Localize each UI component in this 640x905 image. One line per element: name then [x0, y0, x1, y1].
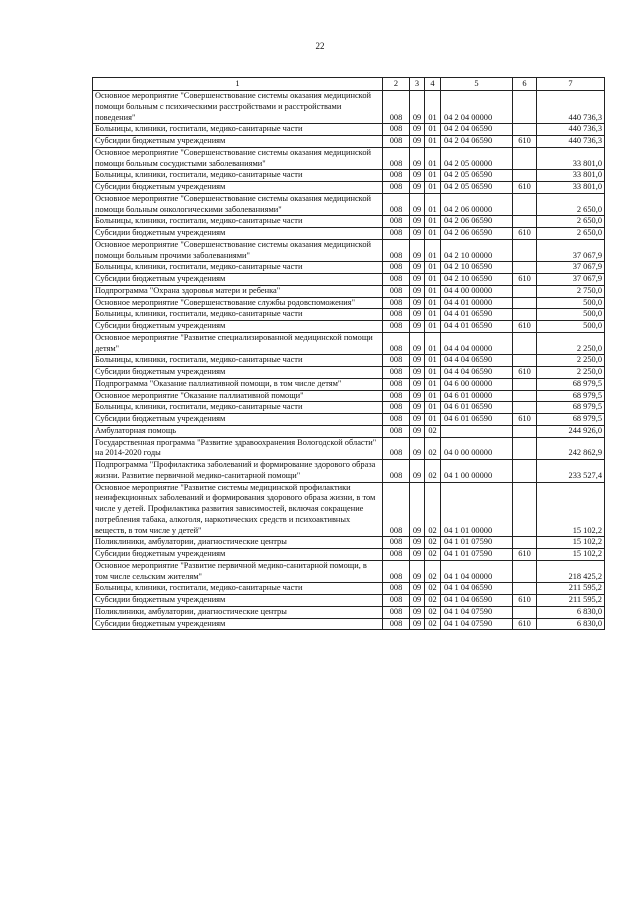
- item-name: Больницы, клиники, госпитали, медико-санитарные части: [93, 583, 383, 595]
- expense-type-code: 610: [513, 549, 537, 561]
- subsection-code: 01: [425, 414, 441, 426]
- section-code: 09: [410, 147, 425, 170]
- amount: 37 067,9: [537, 239, 605, 262]
- table-row: [93, 390, 605, 402]
- subsection-code: 02: [425, 425, 441, 437]
- ministry-code: 008: [383, 367, 410, 379]
- amount: 500,0: [537, 309, 605, 321]
- column-header: 1: [93, 78, 383, 91]
- ministry-code: 008: [383, 193, 410, 216]
- ministry-code: 008: [383, 136, 410, 148]
- section-code: 09: [410, 549, 425, 561]
- target-article-code: 04 1 04 06590: [441, 595, 513, 607]
- amount: 211 595,2: [537, 583, 605, 595]
- table-row: [93, 193, 605, 216]
- ministry-code: 008: [383, 537, 410, 549]
- ministry-code: 008: [383, 560, 410, 583]
- item-name: Субсидии бюджетным учреждениям: [93, 321, 383, 333]
- item-name: Субсидии бюджетным учреждениям: [93, 274, 383, 286]
- column-header: 4: [425, 78, 441, 91]
- item-name: Больницы, клиники, госпитали, медико-санитарные части: [93, 309, 383, 321]
- section-code: 09: [410, 321, 425, 333]
- target-article-code: 04 6 01 06590: [441, 414, 513, 426]
- target-article-code: 04 1 00 00000: [441, 460, 513, 483]
- table-row: [93, 136, 605, 148]
- target-article-code: 04 4 00 00000: [441, 285, 513, 297]
- section-code: 09: [410, 560, 425, 583]
- expense-type-code: 610: [513, 136, 537, 148]
- table-row: [93, 367, 605, 379]
- amount: 440 736,3: [537, 124, 605, 136]
- amount: 244 926,0: [537, 425, 605, 437]
- ministry-code: 008: [383, 228, 410, 240]
- table-row: [93, 583, 605, 595]
- ministry-code: 008: [383, 285, 410, 297]
- item-name: Субсидии бюджетным учреждениям: [93, 182, 383, 194]
- subsection-code: 01: [425, 297, 441, 309]
- subsection-code: 01: [425, 193, 441, 216]
- item-name: Основное мероприятие "Совершенствование системы оказания медицинской помощи больным онкологическими заболеваниями": [93, 193, 383, 216]
- expense-type-code: [513, 216, 537, 228]
- expense-type-code: 610: [513, 228, 537, 240]
- section-code: 09: [410, 618, 425, 630]
- section-code: 09: [410, 136, 425, 148]
- target-article-code: 04 2 10 00000: [441, 239, 513, 262]
- target-article-code: 04 4 04 00000: [441, 332, 513, 355]
- amount: 233 527,4: [537, 460, 605, 483]
- ministry-code: 008: [383, 460, 410, 483]
- amount: 218 425,2: [537, 560, 605, 583]
- subsection-code: 01: [425, 182, 441, 194]
- target-article-code: 04 2 05 06590: [441, 182, 513, 194]
- ministry-code: 008: [383, 425, 410, 437]
- subsection-code: 01: [425, 124, 441, 136]
- section-code: 09: [410, 402, 425, 414]
- expense-type-code: [513, 170, 537, 182]
- target-article-code: 04 6 00 00000: [441, 378, 513, 390]
- ministry-code: 008: [383, 216, 410, 228]
- table-row: [93, 239, 605, 262]
- table-row: [93, 228, 605, 240]
- item-name: Больницы, клиники, госпитали, медико-санитарные части: [93, 216, 383, 228]
- ministry-code: 008: [383, 402, 410, 414]
- table-row: [93, 606, 605, 618]
- section-code: 09: [410, 309, 425, 321]
- target-article-code: 04 6 01 06590: [441, 402, 513, 414]
- table-row: [93, 414, 605, 426]
- target-article-code: 04 4 01 06590: [441, 321, 513, 333]
- section-code: 09: [410, 170, 425, 182]
- expense-type-code: [513, 560, 537, 583]
- expense-type-code: [513, 355, 537, 367]
- section-code: 09: [410, 537, 425, 549]
- subsection-code: 01: [425, 390, 441, 402]
- table-row: [93, 182, 605, 194]
- amount: 500,0: [537, 297, 605, 309]
- column-header: 5: [441, 78, 513, 91]
- ministry-code: 008: [383, 595, 410, 607]
- subsection-code: 02: [425, 618, 441, 630]
- item-name: Субсидии бюджетным учреждениям: [93, 367, 383, 379]
- amount: 2 250,0: [537, 355, 605, 367]
- subsection-code: 02: [425, 595, 441, 607]
- subsection-code: 01: [425, 147, 441, 170]
- amount: 6 830,0: [537, 618, 605, 630]
- amount: 15 102,2: [537, 482, 605, 537]
- target-article-code: 04 0 00 00000: [441, 437, 513, 460]
- subsection-code: 02: [425, 437, 441, 460]
- table-row: [93, 170, 605, 182]
- section-code: 09: [410, 285, 425, 297]
- item-name: Подпрограмма "Оказание паллиативной помощи, в том числе детям": [93, 378, 383, 390]
- amount: 15 102,2: [537, 549, 605, 561]
- amount: 68 979,5: [537, 402, 605, 414]
- table-row: [93, 537, 605, 549]
- expense-type-code: [513, 297, 537, 309]
- expense-type-code: [513, 124, 537, 136]
- table-row: [93, 560, 605, 583]
- column-header: 3: [410, 78, 425, 91]
- expense-type-code: 610: [513, 618, 537, 630]
- ministry-code: 008: [383, 332, 410, 355]
- expense-type-code: [513, 378, 537, 390]
- subsection-code: 01: [425, 309, 441, 321]
- item-name: Субсидии бюджетным учреждениям: [93, 228, 383, 240]
- subsection-code: 01: [425, 367, 441, 379]
- expense-type-code: [513, 91, 537, 124]
- section-code: 09: [410, 583, 425, 595]
- expense-type-code: [513, 309, 537, 321]
- expense-type-code: [513, 425, 537, 437]
- amount: 2 650,0: [537, 228, 605, 240]
- target-article-code: 04 1 01 07590: [441, 549, 513, 561]
- ministry-code: 008: [383, 297, 410, 309]
- expense-type-code: [513, 332, 537, 355]
- subsection-code: 01: [425, 332, 441, 355]
- ministry-code: 008: [383, 262, 410, 274]
- table-row: [93, 482, 605, 537]
- expense-type-code: 610: [513, 595, 537, 607]
- subsection-code: 01: [425, 321, 441, 333]
- amount: 242 862,9: [537, 437, 605, 460]
- item-name: Амбулаторная помощь: [93, 425, 383, 437]
- table-row: [93, 124, 605, 136]
- subsection-code: 02: [425, 583, 441, 595]
- item-name: Поликлиники, амбулатории, диагностические центры: [93, 606, 383, 618]
- section-code: 09: [410, 425, 425, 437]
- target-article-code: 04 1 04 00000: [441, 560, 513, 583]
- item-name: Подпрограмма "Профилактика заболеваний и формирование здорового образа жизни. Развитие первичной медико-санитарной помощи": [93, 460, 383, 483]
- table-row: [93, 285, 605, 297]
- ministry-code: 008: [383, 390, 410, 402]
- ministry-code: 008: [383, 170, 410, 182]
- ministry-code: 008: [383, 147, 410, 170]
- section-code: 09: [410, 332, 425, 355]
- item-name: Государственная программа "Развитие здравоохранения Вологодской области" на 2014-2020 годы: [93, 437, 383, 460]
- table-row: [93, 595, 605, 607]
- section-code: 09: [410, 606, 425, 618]
- amount: 500,0: [537, 321, 605, 333]
- item-name: Больницы, клиники, госпитали, медико-санитарные части: [93, 262, 383, 274]
- amount: 2 650,0: [537, 193, 605, 216]
- header-row: [93, 78, 605, 91]
- ministry-code: 008: [383, 274, 410, 286]
- section-code: 09: [410, 182, 425, 194]
- expense-type-code: 610: [513, 274, 537, 286]
- amount: 37 067,9: [537, 262, 605, 274]
- amount: 2 250,0: [537, 367, 605, 379]
- item-name: Субсидии бюджетным учреждениям: [93, 618, 383, 630]
- subsection-code: 01: [425, 402, 441, 414]
- table-row: [93, 437, 605, 460]
- target-article-code: 04 2 05 06590: [441, 170, 513, 182]
- table-row: [93, 332, 605, 355]
- expense-type-code: [513, 482, 537, 537]
- table-row: [93, 321, 605, 333]
- expense-type-code: [513, 583, 537, 595]
- item-name: Основное мероприятие "Совершенствование системы оказания медицинской помощи больным с психическими расстройствами и расстройствами поведения": [93, 91, 383, 124]
- table-row: [93, 425, 605, 437]
- section-code: 09: [410, 378, 425, 390]
- item-name: Поликлиники, амбулатории, диагностические центры: [93, 537, 383, 549]
- target-article-code: 04 4 04 06590: [441, 367, 513, 379]
- table-row: [93, 91, 605, 124]
- item-name: Больницы, клиники, госпитали, медико-санитарные части: [93, 355, 383, 367]
- ministry-code: 008: [383, 91, 410, 124]
- section-code: 09: [410, 482, 425, 537]
- subsection-code: 02: [425, 537, 441, 549]
- ministry-code: 008: [383, 549, 410, 561]
- ministry-code: 008: [383, 321, 410, 333]
- target-article-code: 04 1 01 00000: [441, 482, 513, 537]
- table-row: [93, 460, 605, 483]
- section-code: 09: [410, 124, 425, 136]
- ministry-code: 008: [383, 414, 410, 426]
- amount: 440 736,3: [537, 136, 605, 148]
- subsection-code: 01: [425, 285, 441, 297]
- subsection-code: 01: [425, 170, 441, 182]
- table-row: [93, 402, 605, 414]
- expense-type-code: 610: [513, 321, 537, 333]
- table-body: [93, 91, 605, 630]
- table-row: [93, 297, 605, 309]
- item-name: Основное мероприятие "Совершенствование службы родовспоможения": [93, 297, 383, 309]
- target-article-code: 04 2 10 06590: [441, 262, 513, 274]
- section-code: 09: [410, 297, 425, 309]
- table-row: [93, 262, 605, 274]
- item-name: Основное мероприятие "Развитие первичной медико-санитарной помощи, в том числе сельским жителям": [93, 560, 383, 583]
- item-name: Субсидии бюджетным учреждениям: [93, 414, 383, 426]
- page-number: 22: [315, 41, 325, 51]
- table-row: [93, 378, 605, 390]
- expense-type-code: [513, 239, 537, 262]
- target-article-code: 04 4 01 06590: [441, 309, 513, 321]
- target-article-code: 04 2 06 06590: [441, 228, 513, 240]
- subsection-code: 02: [425, 549, 441, 561]
- section-code: 09: [410, 390, 425, 402]
- amount: 33 801,0: [537, 182, 605, 194]
- target-article-code: 04 4 01 00000: [441, 297, 513, 309]
- section-code: 09: [410, 193, 425, 216]
- section-code: 09: [410, 414, 425, 426]
- expense-type-code: [513, 537, 537, 549]
- subsection-code: 01: [425, 228, 441, 240]
- amount: 2 250,0: [537, 332, 605, 355]
- table-row: [93, 216, 605, 228]
- ministry-code: 008: [383, 182, 410, 194]
- expense-type-code: [513, 606, 537, 618]
- subsection-code: 01: [425, 378, 441, 390]
- table-row: [93, 355, 605, 367]
- expense-type-code: [513, 460, 537, 483]
- target-article-code: 04 1 04 07590: [441, 606, 513, 618]
- expense-type-code: [513, 193, 537, 216]
- table-row: [93, 309, 605, 321]
- section-code: 09: [410, 355, 425, 367]
- target-article-code: 04 2 05 00000: [441, 147, 513, 170]
- section-code: 09: [410, 437, 425, 460]
- target-article-code: 04 2 04 06590: [441, 124, 513, 136]
- section-code: 09: [410, 216, 425, 228]
- amount: 68 979,5: [537, 378, 605, 390]
- amount: 15 102,2: [537, 537, 605, 549]
- expense-type-code: [513, 390, 537, 402]
- subsection-code: 01: [425, 262, 441, 274]
- expense-type-code: 610: [513, 182, 537, 194]
- item-name: Субсидии бюджетным учреждениям: [93, 595, 383, 607]
- ministry-code: 008: [383, 124, 410, 136]
- section-code: 09: [410, 595, 425, 607]
- subsection-code: 01: [425, 274, 441, 286]
- expense-type-code: [513, 262, 537, 274]
- ministry-code: 008: [383, 309, 410, 321]
- item-name: Основное мероприятие "Совершенствование системы оказания медицинской помощи больным прочими заболеваниями": [93, 239, 383, 262]
- subsection-code: 01: [425, 239, 441, 262]
- column-header: 6: [513, 78, 537, 91]
- subsection-code: 02: [425, 560, 441, 583]
- item-name: Основное мероприятие "Развитие специализированной медицинской помощи детям": [93, 332, 383, 355]
- section-code: 09: [410, 274, 425, 286]
- target-article-code: 04 2 04 00000: [441, 91, 513, 124]
- expense-type-code: [513, 285, 537, 297]
- ministry-code: 008: [383, 378, 410, 390]
- section-code: 09: [410, 228, 425, 240]
- ministry-code: 008: [383, 239, 410, 262]
- target-article-code: [441, 425, 513, 437]
- amount: 33 801,0: [537, 170, 605, 182]
- ministry-code: 008: [383, 583, 410, 595]
- item-name: Субсидии бюджетным учреждениям: [93, 136, 383, 148]
- ministry-code: 008: [383, 437, 410, 460]
- item-name: Больницы, клиники, госпитали, медико-санитарные части: [93, 170, 383, 182]
- section-code: 09: [410, 239, 425, 262]
- ministry-code: 008: [383, 618, 410, 630]
- item-name: Подпрограмма "Охрана здоровья матери и ребенка": [93, 285, 383, 297]
- amount: 37 067,9: [537, 274, 605, 286]
- expense-type-code: [513, 437, 537, 460]
- amount: 2 750,0: [537, 285, 605, 297]
- subsection-code: 01: [425, 216, 441, 228]
- ministry-code: 008: [383, 606, 410, 618]
- section-code: 09: [410, 91, 425, 124]
- target-article-code: 04 1 04 07590: [441, 618, 513, 630]
- item-name: Субсидии бюджетным учреждениям: [93, 549, 383, 561]
- amount: 440 736,3: [537, 91, 605, 124]
- section-code: 09: [410, 367, 425, 379]
- subsection-code: 02: [425, 482, 441, 537]
- amount: 6 830,0: [537, 606, 605, 618]
- section-code: 09: [410, 262, 425, 274]
- amount: 33 801,0: [537, 147, 605, 170]
- target-article-code: 04 2 10 06590: [441, 274, 513, 286]
- table-row: [93, 549, 605, 561]
- item-name: Основное мероприятие "Совершенствование системы оказания медицинской помощи больным сосудистыми заболеваниями": [93, 147, 383, 170]
- subsection-code: 02: [425, 606, 441, 618]
- target-article-code: 04 2 04 06590: [441, 136, 513, 148]
- budget-table: [92, 77, 605, 630]
- table-row: [93, 274, 605, 286]
- target-article-code: 04 6 01 00000: [441, 390, 513, 402]
- amount: 68 979,5: [537, 414, 605, 426]
- expense-type-code: 610: [513, 367, 537, 379]
- target-article-code: 04 4 04 06590: [441, 355, 513, 367]
- item-name: Основное мероприятие "Развитие системы медицинской профилактики неинфекционных заболеваний и формирования здорового образа жизни, в том числе у детей. Профилактика развития зависимостей, включая сокращение потребления табака, алкоголя, наркотических средств и психоактивных веществ, в том числе у детей": [93, 482, 383, 537]
- target-article-code: 04 2 06 06590: [441, 216, 513, 228]
- column-header: 2: [383, 78, 410, 91]
- amount: 68 979,5: [537, 390, 605, 402]
- expense-type-code: 610: [513, 414, 537, 426]
- subsection-code: 01: [425, 355, 441, 367]
- amount: 2 650,0: [537, 216, 605, 228]
- subsection-code: 02: [425, 460, 441, 483]
- subsection-code: 01: [425, 136, 441, 148]
- target-article-code: 04 1 04 06590: [441, 583, 513, 595]
- target-article-code: 04 2 06 00000: [441, 193, 513, 216]
- column-header: 7: [537, 78, 605, 91]
- ministry-code: 008: [383, 482, 410, 537]
- section-code: 09: [410, 460, 425, 483]
- ministry-code: 008: [383, 355, 410, 367]
- amount: 211 595,2: [537, 595, 605, 607]
- subsection-code: 01: [425, 91, 441, 124]
- table-row: [93, 147, 605, 170]
- table-row: [93, 618, 605, 630]
- expense-type-code: [513, 147, 537, 170]
- item-name: Больницы, клиники, госпитали, медико-санитарные части: [93, 402, 383, 414]
- item-name: Больницы, клиники, госпитали, медико-санитарные части: [93, 124, 383, 136]
- expense-type-code: [513, 402, 537, 414]
- item-name: Основное мероприятие "Оказание паллиативной помощи": [93, 390, 383, 402]
- target-article-code: 04 1 01 07590: [441, 537, 513, 549]
